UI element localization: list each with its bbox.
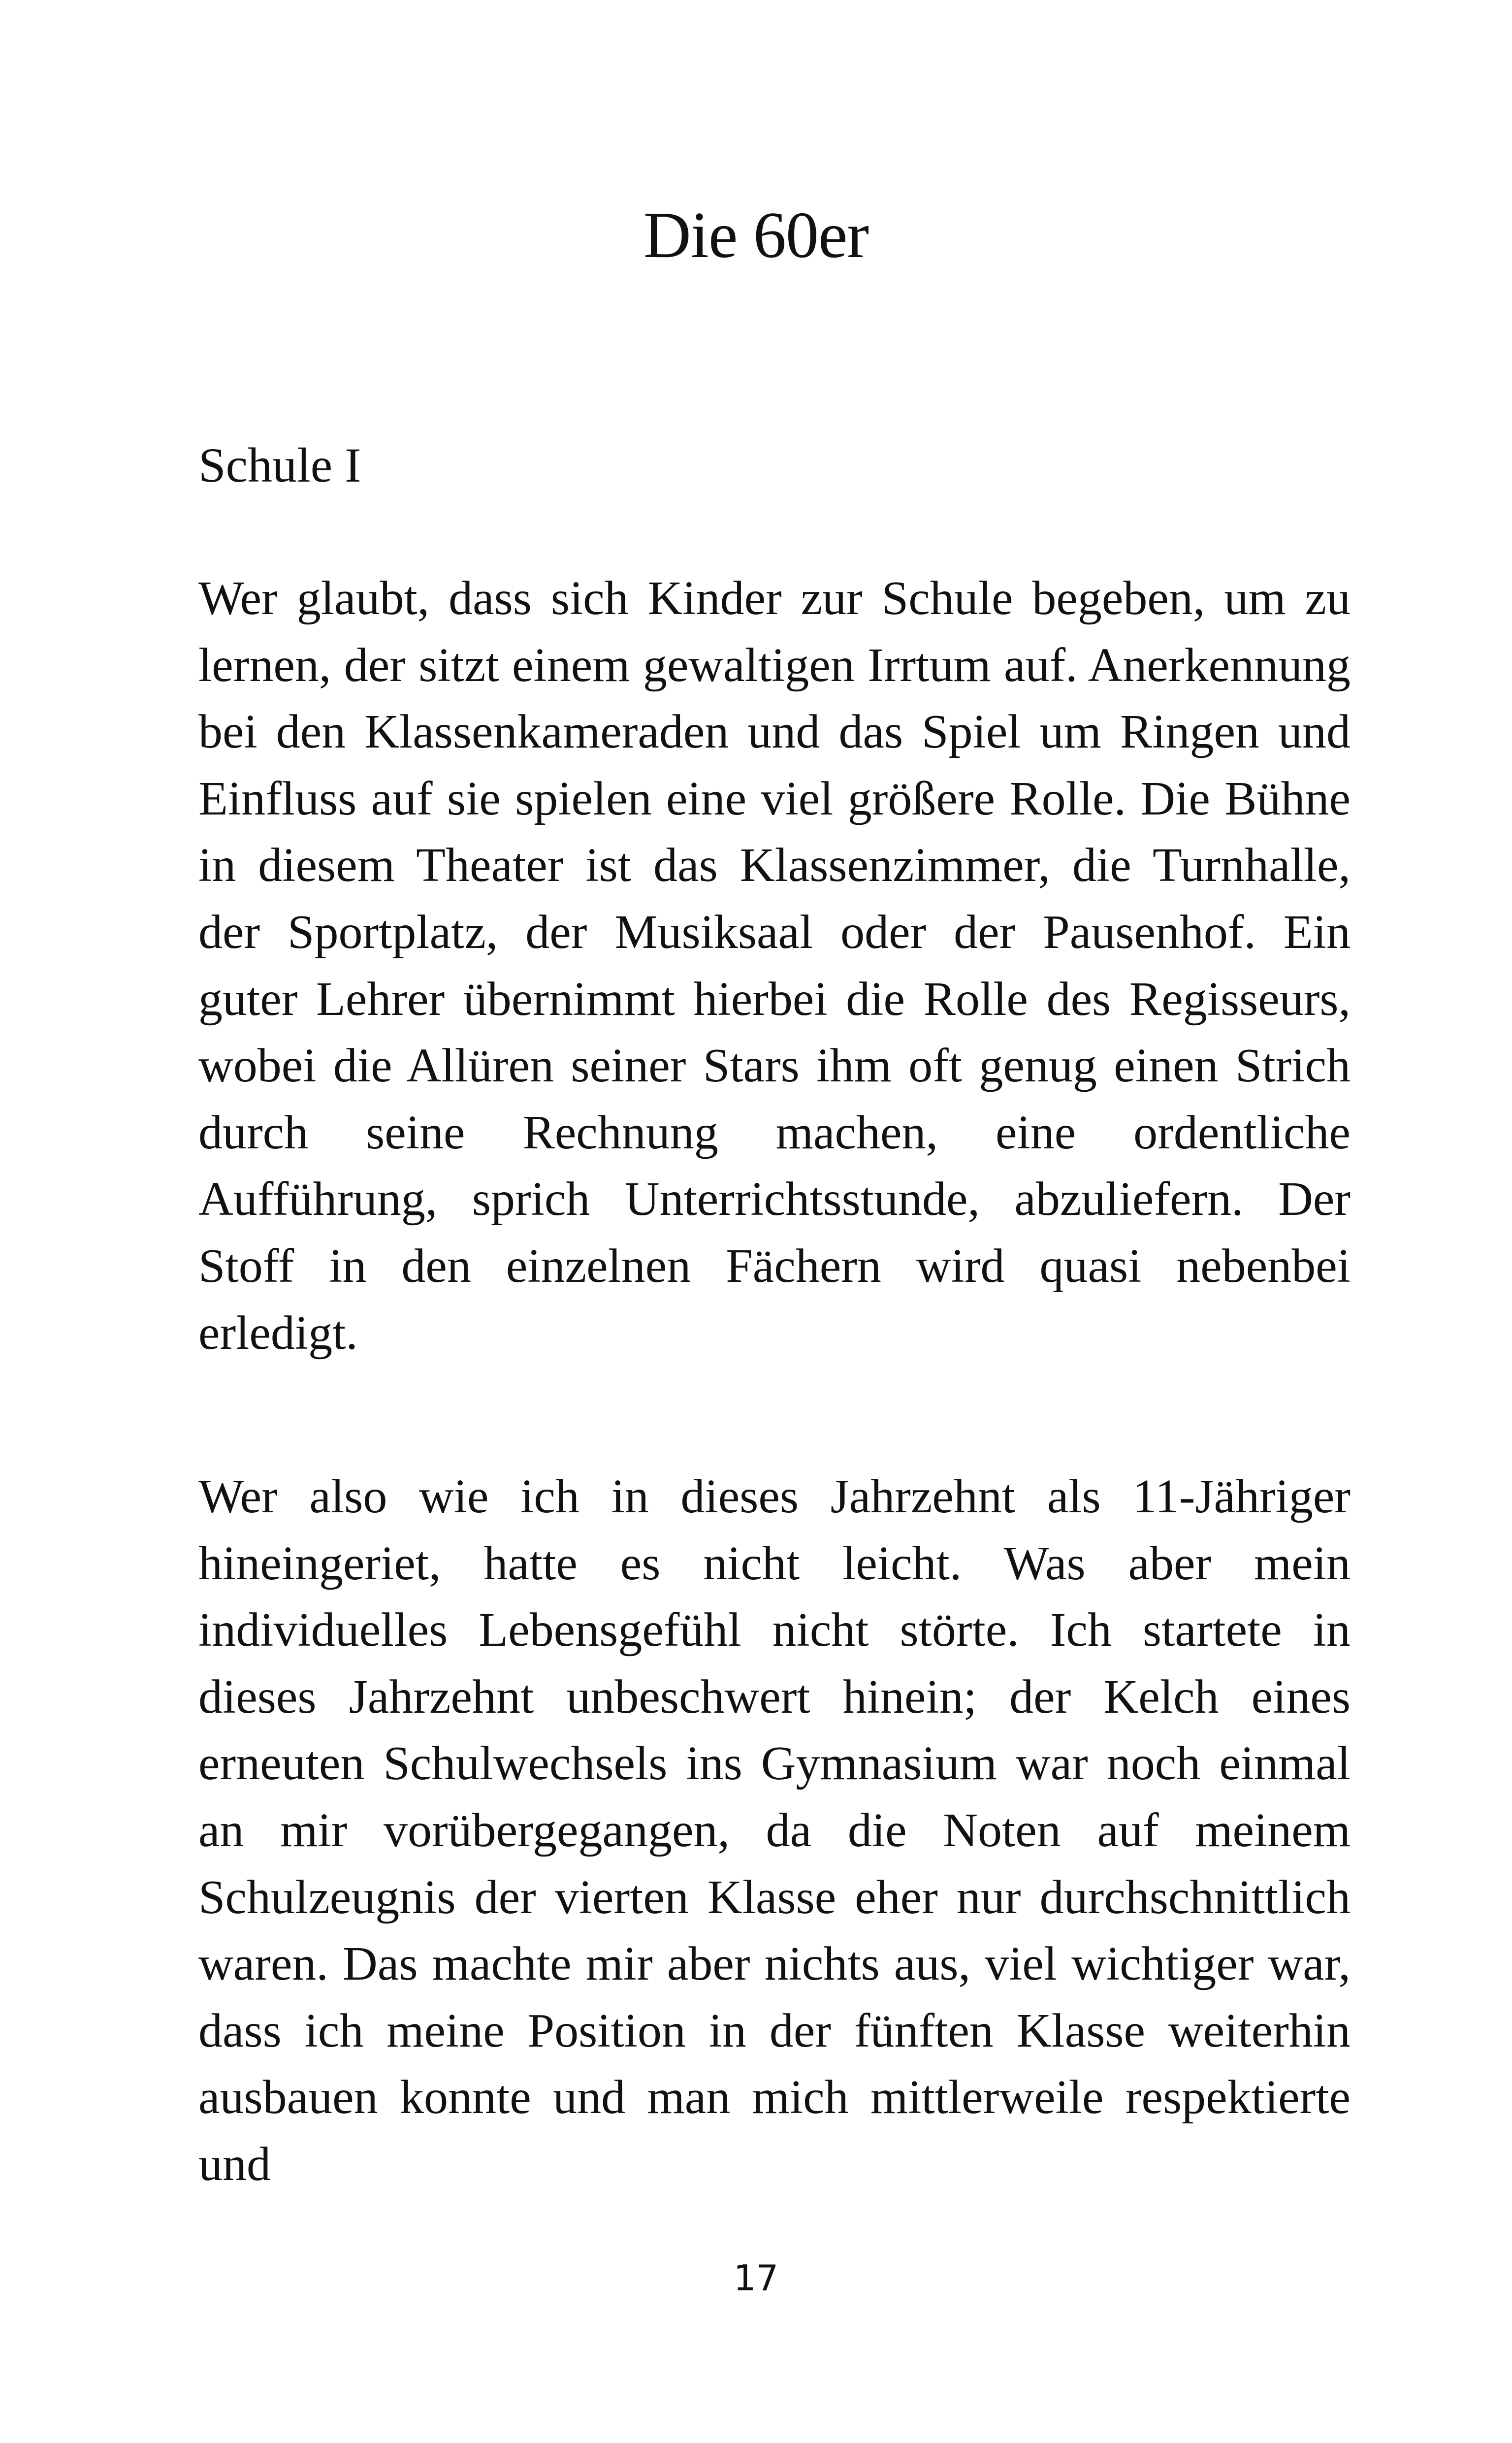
body-paragraph-2: Wer also wie ich in dieses Jahrzehnt als 11-Jähriger hineingeriet, hatte es nicht leicht. Was aber mein individuelles Lebensgefühl nicht störte. Ich startete in dieses Jahrzehnt unbeschwert hinein; der Kelch eines erneuten Schulwechsels ins Gymnasium war noch einmal an mir vorübergegangen, da die Noten auf meinem Schulzeugnis der vierten Klasse eher nur durchschnittlich waren. Das machte mir aber nichts aus, viel wichtiger war, dass ich meine Position in der fünften Klasse weiterhin ausbauen konnte und man mich mittlerweile respektierte und	[198, 1470, 1351, 2191]
chapter-title: Die 60er	[643, 198, 869, 271]
body-paragraph-1: Wer glaubt, dass sich Kinder zur Schule begeben, um zu lernen, der sitzt einem gewaltigen Irrtum auf. Anerkennung bei den Klassenkameraden und das Spiel um Ringen und Einfluss auf sie spielen eine viel größere Rolle. Die Bühne in diesem Theater ist das Klassenzimmer, die Turnhalle, der Sportplatz, der Musiksaal oder der Pausenhof. Ein guter Lehrer übernimmt hierbei die Rolle des Regisseurs, wobei die Allüren seiner Stars ihm oft genug einen Strich durch seine Rechnung machen, eine ordentliche Aufführung, sprich Unterrichtsstunde, abzuliefern. Der Stoff in den einzelnen Fächern wird quasi nebenbei erledigt.	[198, 572, 1351, 1360]
page-number: 17	[733, 2257, 779, 2299]
section-title: Schule I	[198, 438, 361, 492]
